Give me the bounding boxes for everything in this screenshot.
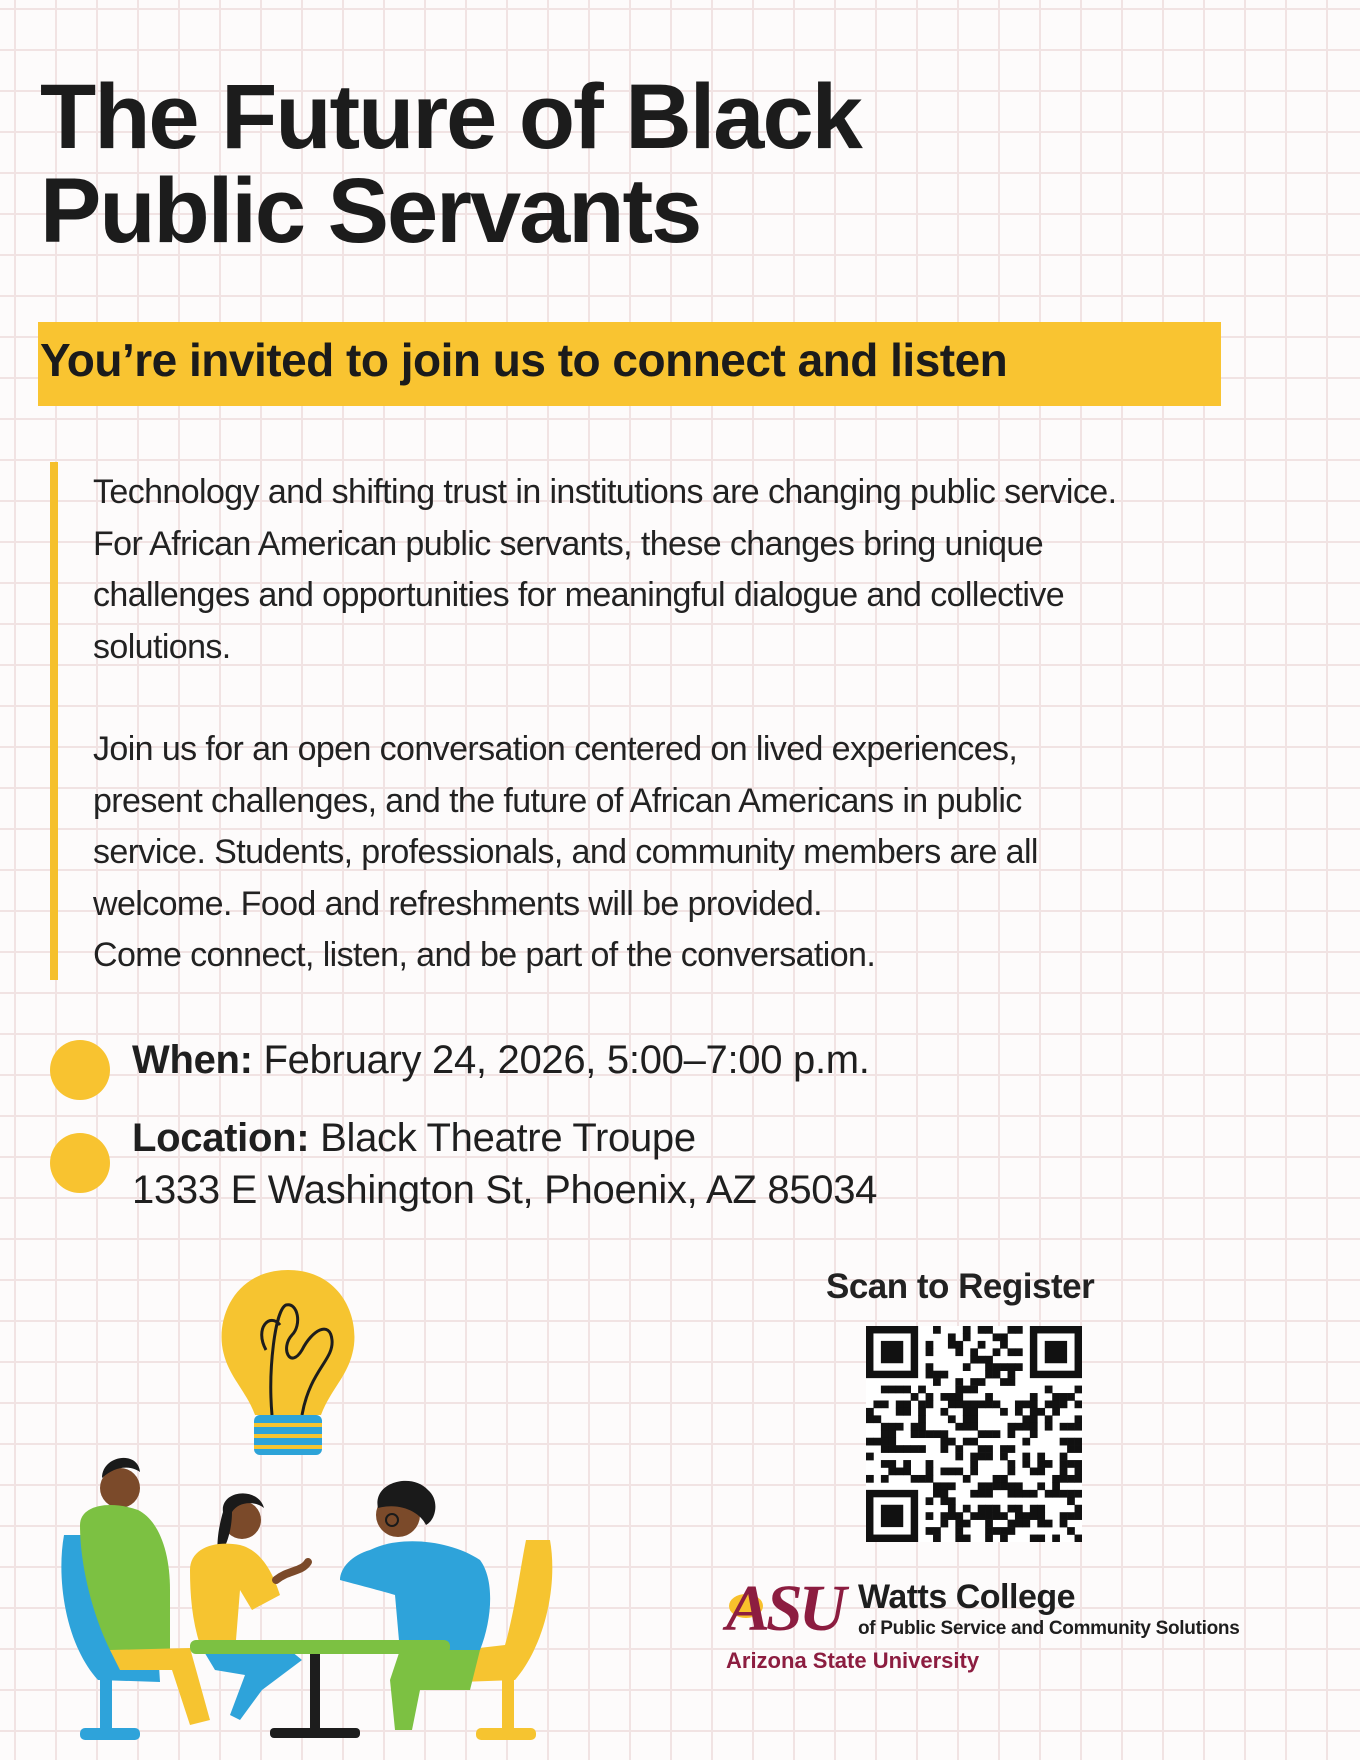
- asu-mark: ASU: [726, 1572, 843, 1645]
- scan-to-register-label: Scan to Register: [826, 1267, 1095, 1306]
- yellow-dot-icon: [50, 1040, 110, 1100]
- college-subtitle: of Public Service and Community Solutions: [858, 1618, 1240, 1639]
- lightbulb-icon: [222, 1270, 355, 1455]
- location-name: Black Theatre Troupe: [320, 1116, 696, 1160]
- when-value: February 24, 2026, 5:00–7:00 p.m.: [263, 1038, 870, 1082]
- when-label: When:: [132, 1038, 253, 1082]
- location-address: 1333 E Washington St, Phoenix, AZ 85034: [132, 1168, 878, 1212]
- event-location: [132, 1112, 877, 1216]
- paragraph-line: service. Students, professionals, and community members are all: [93, 833, 1038, 871]
- qr-code-icon[interactable]: [866, 1326, 1082, 1542]
- location-label: Location:: [132, 1116, 310, 1160]
- paragraph-line: Technology and shifting trust in institutions are changing public service.: [93, 473, 1117, 511]
- people-at-table-lightbulb-illustration: [40, 1250, 560, 1750]
- paragraph-line: solutions.: [93, 627, 231, 666]
- paragraph-line: welcome. Food and refreshments will be provided.: [93, 884, 823, 923]
- quote-accent-bar: [50, 462, 58, 980]
- watts-college-logo: [726, 1574, 1286, 1674]
- paragraph-line: For African American public servants, these changes bring unique: [93, 524, 1044, 563]
- university-name: Arizona State University: [726, 1648, 980, 1673]
- title-line-2: Public Servants: [40, 160, 701, 262]
- paragraph-line: Join us for an open conversation centered on lived experiences,: [93, 730, 1018, 768]
- title-line-1: The Future of Black: [40, 66, 861, 168]
- paragraph-line: present challenges, and the future of African Americans in public: [93, 781, 1022, 820]
- college-name: Watts College: [858, 1578, 1076, 1616]
- intro-paragraph: [93, 467, 1333, 673]
- invitation-paragraph: [93, 724, 1333, 982]
- subtitle: You’re invited to join us to connect and listen: [40, 334, 1008, 386]
- paragraph-line: challenges and opportunities for meaningful dialogue and collective: [93, 576, 1065, 614]
- event-when: [132, 1034, 870, 1086]
- paragraph-line: Come connect, listen, and be part of the conversation.: [93, 936, 876, 974]
- page-title: [40, 66, 861, 262]
- yellow-dot-icon: [50, 1133, 110, 1193]
